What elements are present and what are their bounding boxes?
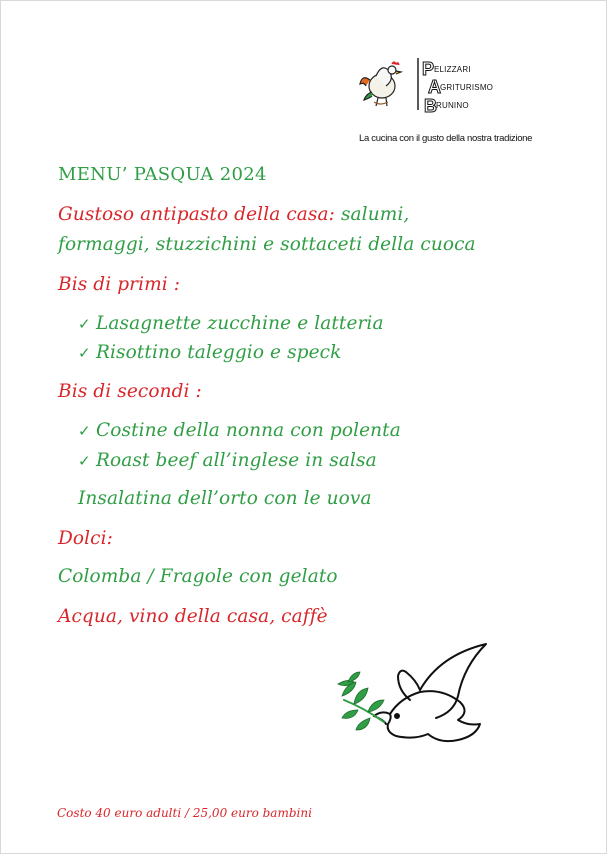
antipasto-line-2: formaggi, stuzzichini e sottaceti della cuoca (58, 234, 476, 255)
secondi-item (78, 450, 377, 471)
check-icon: ✓ (78, 422, 91, 440)
antipasto-line-1 (58, 204, 409, 225)
svg-text:P: P (422, 59, 435, 79)
primi-item (78, 313, 384, 334)
brand-line-2: GRITURISMO (440, 83, 494, 92)
bevande-line: Acqua, vino della casa, caffè (58, 606, 328, 627)
insalata-line: Insalatina dell’orto con le uova (78, 488, 372, 509)
primi-item-label: Risottino taleggio e speck (96, 342, 342, 363)
dolci-line: Colomba / Fragole con gelato (58, 566, 338, 587)
brand-line-3: RUNINO (436, 101, 469, 110)
check-icon: ✓ (78, 452, 91, 470)
dove-olive-branch-icon (334, 642, 489, 757)
secondi-heading: Bis di secondi : (58, 381, 202, 402)
svg-text:A: A (428, 77, 441, 97)
secondi-item-label: Costine della nonna con polenta (96, 420, 401, 441)
cost-line: Costo 40 euro adulti / 25,00 euro bambini (57, 806, 312, 820)
antipasto-items-start: salumi, (340, 204, 410, 225)
check-icon: ✓ (78, 344, 91, 362)
secondi-item (78, 420, 401, 441)
antipasto-label: Gustoso antipasto della casa: (58, 204, 335, 225)
secondi-item-label: Roast beef all’inglese in salsa (96, 450, 377, 471)
dolci-heading: Dolci: (58, 528, 113, 549)
primi-heading: Bis di primi : (58, 274, 181, 295)
brand-tagline: La cucina con il gusto della nostra tradizione (359, 133, 533, 144)
svg-text:B: B (424, 96, 437, 114)
primi-item (78, 342, 341, 363)
brand-line-1: ELIZZARI (434, 65, 471, 74)
menu-title: MENU’ PASQUA 2024 (58, 164, 267, 185)
primi-item-label: Lasagnette zucchine e latteria (96, 313, 384, 334)
check-icon: ✓ (78, 315, 91, 333)
